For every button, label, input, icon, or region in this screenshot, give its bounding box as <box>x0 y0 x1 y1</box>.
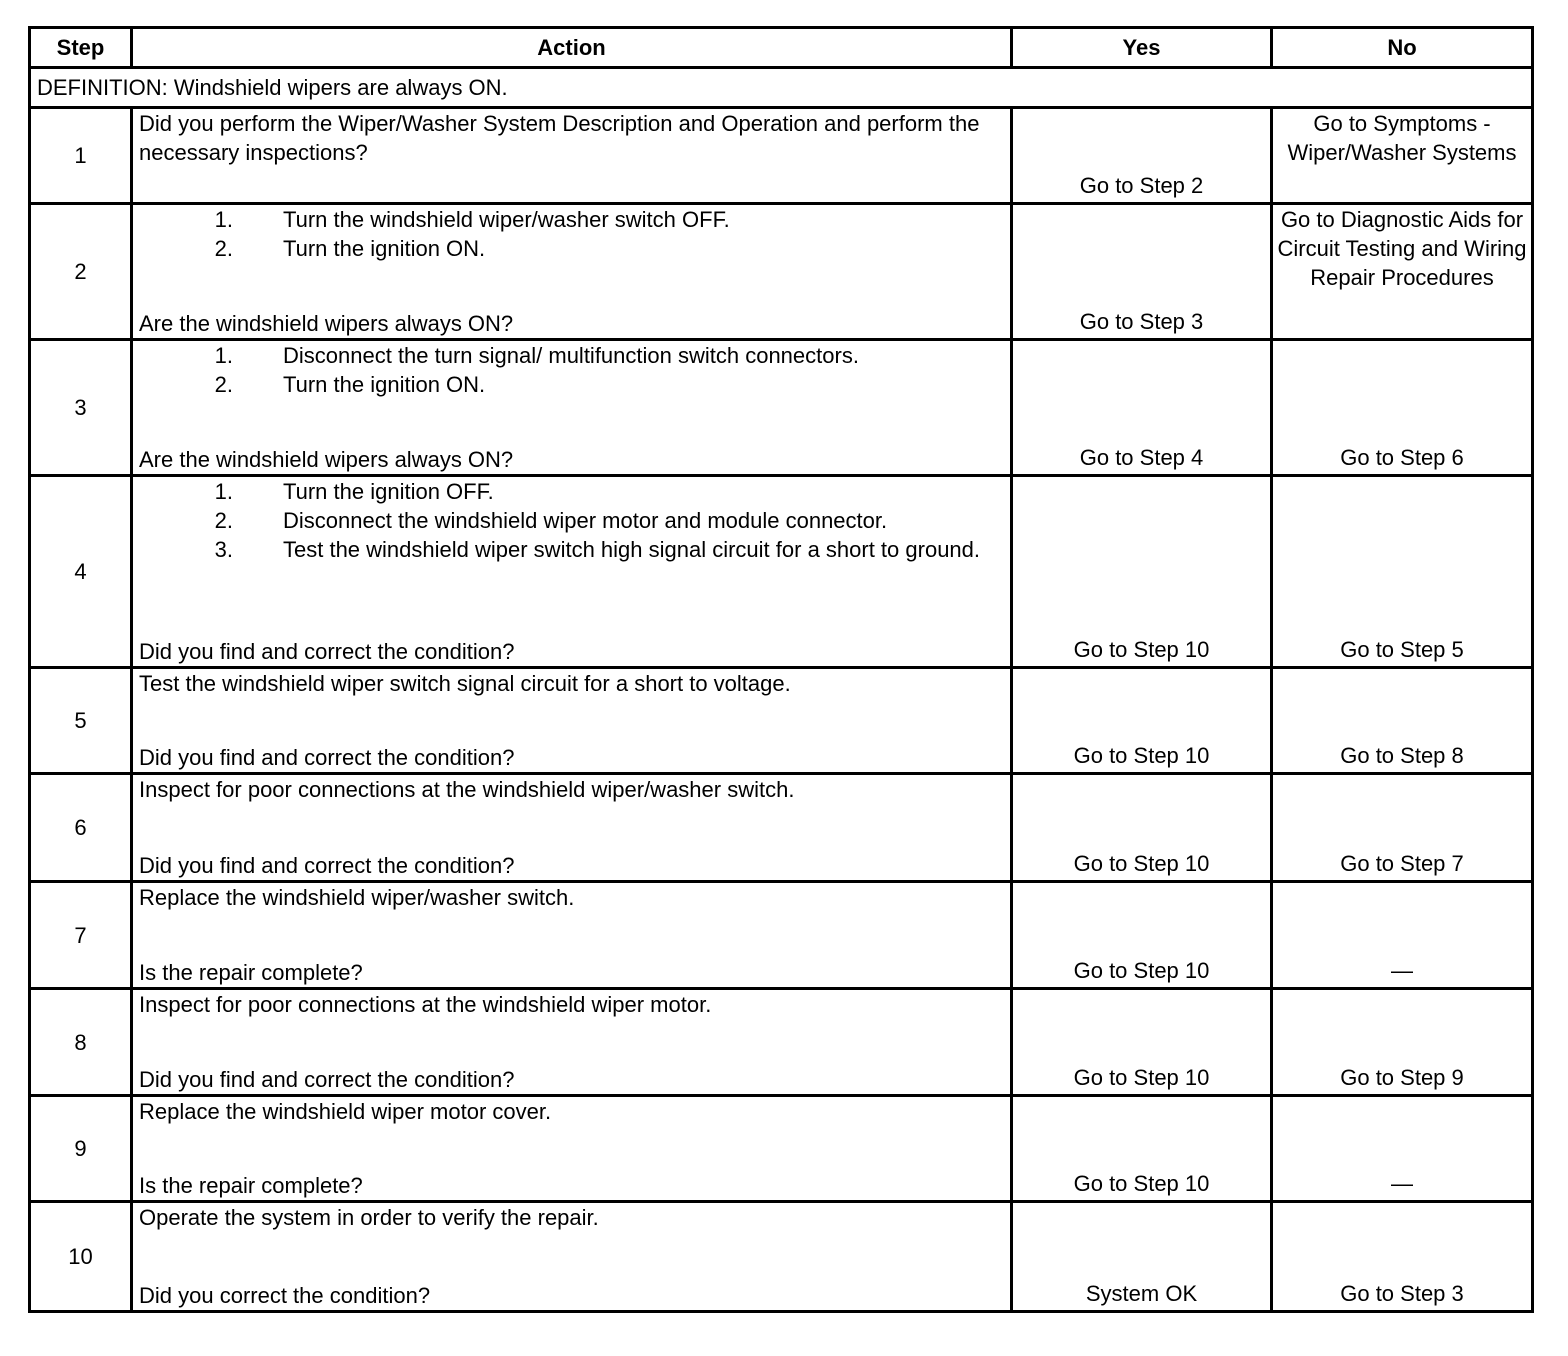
action-text: Inspect for poor connections at the windshield wiper/washer switch. <box>139 777 795 802</box>
action-step <box>139 477 1004 506</box>
action-steps <box>139 477 1004 564</box>
yes-cell: Go to Step 3 <box>1012 204 1272 340</box>
step-number-cell: 7 <box>30 882 132 989</box>
action-cell <box>132 1202 1012 1312</box>
action-cell <box>132 882 1012 989</box>
table-row <box>30 108 1533 204</box>
action-text: Test the windshield wiper switch signal circuit for a short to voltage. <box>139 671 791 696</box>
step-number: 3. <box>214 537 233 562</box>
yes-cell: Go to Step 10 <box>1012 774 1272 882</box>
action-cell <box>132 1096 1012 1202</box>
step-text: Test the windshield wiper switch high signal circuit for a short to ground. <box>283 537 981 562</box>
table-row <box>30 1202 1533 1312</box>
action-steps <box>139 205 1004 263</box>
action-step <box>139 535 1004 564</box>
action-question: Are the windshield wipers always ON? <box>139 447 514 472</box>
action-step <box>139 370 1004 399</box>
step-number-cell: 10 <box>30 1202 132 1312</box>
action-question: Did you find and correct the condition? <box>139 853 515 878</box>
step-text: Disconnect the turn signal/ multifunction switch connectors. <box>283 343 859 368</box>
header-no: No <box>1272 28 1533 68</box>
action-step <box>139 341 1004 370</box>
action-text: Replace the windshield wiper motor cover. <box>139 1099 552 1124</box>
step-number: 1. <box>214 207 233 232</box>
no-cell: — <box>1272 882 1533 989</box>
action-question: Is the repair complete? <box>139 1173 363 1198</box>
step-number: 1. <box>214 343 233 368</box>
step-text: Disconnect the windshield wiper motor and module connector. <box>283 508 888 533</box>
step-text: Turn the ignition ON. <box>283 236 486 261</box>
table-row <box>30 476 1533 668</box>
step-number-cell: 9 <box>30 1096 132 1202</box>
action-question: Did you find and correct the condition? <box>139 1067 515 1092</box>
action-question: Did you find and correct the condition? <box>139 639 515 664</box>
yes-cell: Go to Step 2 <box>1012 108 1272 204</box>
table-row <box>30 1096 1533 1202</box>
action-text: Inspect for poor connections at the windshield wiper motor. <box>139 992 712 1017</box>
diagnostic-table <box>28 26 1534 1313</box>
action-cell <box>132 989 1012 1096</box>
step-number-cell: 8 <box>30 989 132 1096</box>
definition: DEFINITION: Windshield wipers are always ON. <box>30 68 1533 108</box>
action-question: Is the repair complete? <box>139 960 363 985</box>
action-question: Did you correct the condition? <box>139 1283 431 1308</box>
step-number-cell: 2 <box>30 204 132 340</box>
action-cell <box>132 340 1012 476</box>
step-number-cell: 5 <box>30 668 132 774</box>
no-cell: Go to Step 3 <box>1272 1202 1533 1312</box>
action-step <box>139 205 1004 234</box>
yes-cell: Go to Step 4 <box>1012 340 1272 476</box>
step-number: 2. <box>214 508 233 533</box>
no-cell: Go to Step 9 <box>1272 989 1533 1096</box>
action-cell <box>132 668 1012 774</box>
table-row <box>30 882 1533 989</box>
yes-cell: Go to Step 10 <box>1012 989 1272 1096</box>
no-cell: Go to Diagnostic Aids for Circuit Testing and Wiring Repair Procedures <box>1272 204 1533 340</box>
action-step <box>139 506 1004 535</box>
step-number-cell: 4 <box>30 476 132 668</box>
action-text: Replace the windshield wiper/washer switch. <box>139 885 575 910</box>
table-row <box>30 668 1533 774</box>
step-text: Turn the windshield wiper/washer switch OFF. <box>283 207 730 232</box>
action-text: Did you perform the Wiper/Washer System Description and Operation and perform the necessary inspections? <box>139 111 980 165</box>
yes-cell: System OK <box>1012 1202 1272 1312</box>
step-text: Turn the ignition ON. <box>283 372 486 397</box>
step-number-cell: 1 <box>30 108 132 204</box>
header-action: Action <box>132 28 1012 68</box>
no-cell: Go to Step 8 <box>1272 668 1533 774</box>
header-row <box>30 28 1533 68</box>
step-number: 1. <box>214 479 233 504</box>
no-cell: Go to Step 7 <box>1272 774 1533 882</box>
yes-cell: Go to Step 10 <box>1012 476 1272 668</box>
no-cell: Go to Step 6 <box>1272 340 1533 476</box>
yes-cell: Go to Step 10 <box>1012 1096 1272 1202</box>
no-cell: Go to Step 5 <box>1272 476 1533 668</box>
action-text: Operate the system in order to verify the repair. <box>139 1205 599 1230</box>
header-step: Step <box>30 28 132 68</box>
table-row <box>30 340 1533 476</box>
table-row <box>30 989 1533 1096</box>
definition-row <box>30 68 1533 108</box>
yes-cell: Go to Step 10 <box>1012 668 1272 774</box>
action-cell <box>132 204 1012 340</box>
header-yes: Yes <box>1012 28 1272 68</box>
step-number-cell: 6 <box>30 774 132 882</box>
table-row <box>30 204 1533 340</box>
step-number: 2. <box>214 236 233 261</box>
action-question: Did you find and correct the condition? <box>139 745 515 770</box>
action-question: Are the windshield wipers always ON? <box>139 311 514 336</box>
action-cell <box>132 774 1012 882</box>
action-cell <box>132 476 1012 668</box>
action-cell <box>132 108 1012 204</box>
action-step <box>139 234 1004 263</box>
no-cell: — <box>1272 1096 1533 1202</box>
table-row <box>30 774 1533 882</box>
step-number: 2. <box>214 372 233 397</box>
yes-cell: Go to Step 10 <box>1012 882 1272 989</box>
step-number-cell: 3 <box>30 340 132 476</box>
no-cell: Go to Symptoms - Wiper/Washer Systems <box>1272 108 1533 204</box>
action-steps <box>139 341 1004 399</box>
step-text: Turn the ignition OFF. <box>283 479 494 504</box>
